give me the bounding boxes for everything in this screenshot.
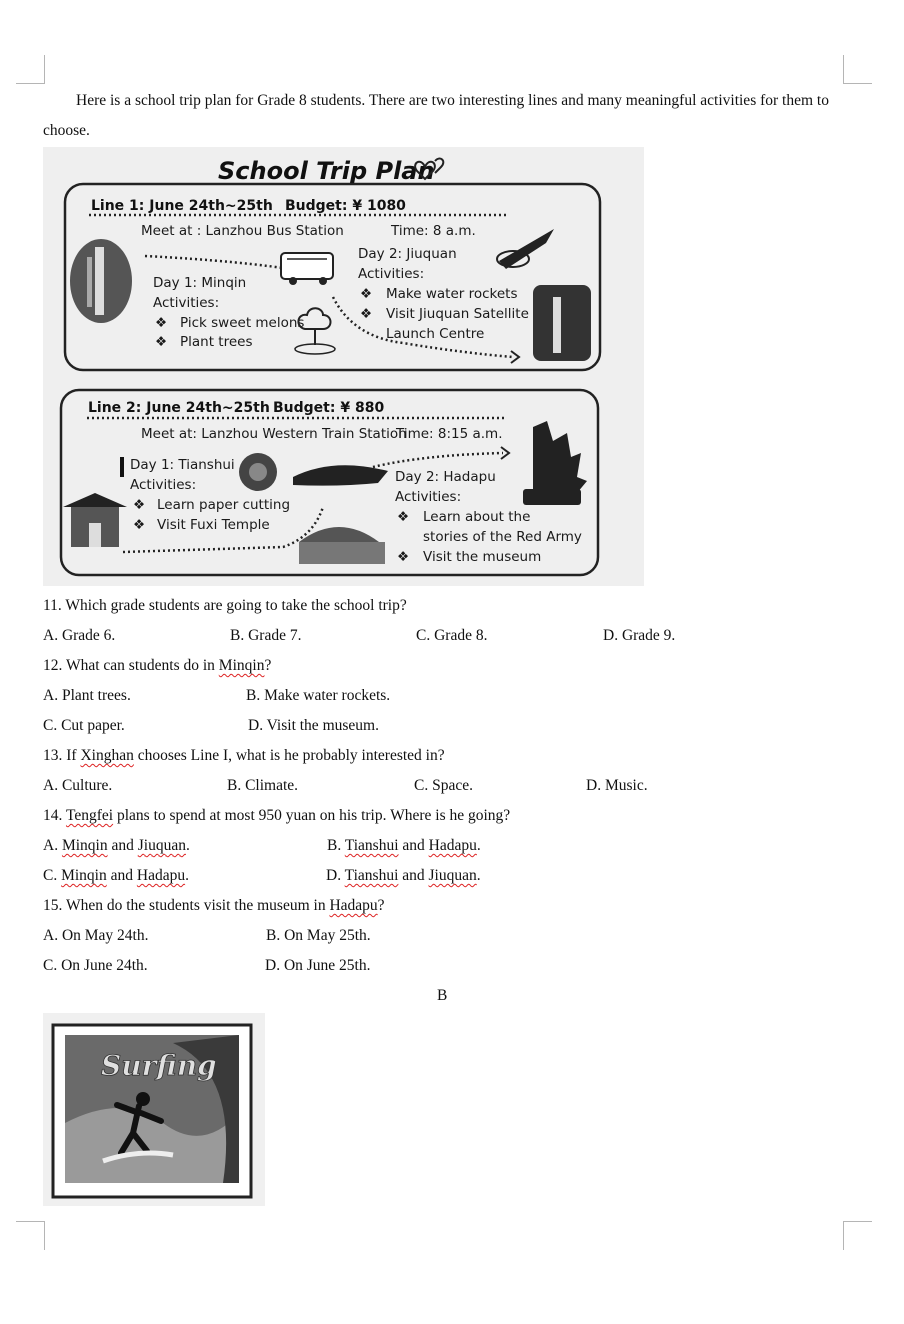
satellite-launch-photo [533, 285, 591, 361]
line2-day2-act2: Visit the museum [423, 549, 542, 565]
q14-option-a: A. Minqin and Jiuquan. [43, 837, 190, 854]
q11-option-b: B. Grade 7. [230, 627, 302, 644]
svg-text:❖: ❖ [397, 509, 410, 525]
page-corner-mark [843, 1221, 872, 1250]
q13-option-c: C. Space. [414, 777, 473, 794]
line1-day1-activities-label: Activities: [153, 295, 220, 311]
place-name: Minqin [218, 657, 265, 674]
line2-day1-act2: Visit Fuxi Temple [157, 517, 270, 533]
line1-day2: Day 2: Jiuquan [358, 246, 457, 262]
q14-option-d: D. Tianshui and Jiuquan. [326, 867, 481, 884]
q13-option-b: B. Climate. [227, 777, 299, 794]
q12-stem: 12. What can students do in Minqin? [43, 657, 272, 674]
q13-option-d: D. Music. [586, 777, 648, 794]
q15-option-b: B. On May 25th. [266, 927, 371, 944]
line2-day1-act1: Learn paper cutting [157, 497, 291, 513]
q15-option-c: C. On June 24th. [43, 957, 148, 974]
section-b-heading: B [437, 987, 448, 1004]
line2-day1: Day 1: Tianshui [130, 457, 235, 473]
museum-icon [299, 527, 385, 564]
line2-header: Line 2: June 24th~25th [88, 400, 270, 416]
bus-icon [281, 253, 333, 285]
paper-cutting-icon [239, 453, 277, 491]
page-corner-mark [16, 55, 45, 84]
q15-stem: 15. When do the students visit the museum in Hadapu? [43, 897, 385, 914]
q15-option-a: A. On May 24th. [43, 927, 149, 944]
line2-day2-activities-label: Activities: [395, 489, 462, 505]
q13-stem: 13. If Xinghan chooses Line I, what is he probably interested in? [43, 747, 445, 764]
place-name: Hadapu [329, 897, 378, 914]
q12-option-d: D. Visit the museum. [248, 717, 379, 734]
line2-meet: Meet at: Lanzhou Western Train Station [141, 426, 407, 442]
q13-option-a: A. Culture. [43, 777, 113, 794]
line1-time: Time: 8 a.m. [391, 223, 476, 239]
svg-text:❖: ❖ [397, 549, 410, 565]
line2-time: Time: 8:15 a.m. [396, 426, 503, 442]
svg-text:❖: ❖ [155, 334, 168, 350]
rocket-icon [497, 229, 554, 269]
q12-option-c: C. Cut paper. [43, 717, 125, 734]
intro-paragraph: Here is a school trip plan for Grade 8 students. There are two interesting lines and many meaningful activities for them to choose. [43, 92, 829, 139]
page-corner-mark [843, 55, 872, 84]
q14-option-c: C. Minqin and Hadapu. [43, 867, 189, 884]
tree-icon [295, 308, 335, 354]
line1-header: Line 1: June 24th~25th [91, 198, 273, 214]
line2-day1-activities-label: Activities: [130, 477, 197, 493]
plan-title: School Trip Plan [218, 157, 435, 185]
q15-option-d: D. On June 25th. [265, 957, 371, 974]
person-name: Tengfei [65, 807, 114, 824]
q11-option-d: D. Grade 9. [603, 627, 676, 644]
line1-day2-act1: Make water rockets [386, 286, 518, 302]
line2-budget: Budget: ¥ 880 [273, 400, 385, 416]
line1-day2-act2b: Launch Centre [386, 326, 485, 342]
svg-text:❖: ❖ [360, 306, 373, 322]
q12-option-b: B. Make water rockets. [246, 687, 391, 704]
line2-day2-act1b: stories of the Red Army [423, 529, 582, 545]
surfing-image [43, 1013, 265, 1206]
line1-day2-act2a: Visit Jiuquan Satellite [386, 306, 529, 322]
train-icon [293, 465, 388, 485]
svg-text:❖: ❖ [133, 497, 146, 513]
svg-text:❖: ❖ [155, 315, 168, 331]
svg-text:❖: ❖ [133, 517, 146, 533]
line2-day2-act1a: Learn about the [423, 509, 531, 525]
q11-option-c: C. Grade 8. [416, 627, 488, 644]
q14-stem: 14. Tengfei plans to spend at most 950 yuan on his trip. Where is he going? [43, 807, 511, 824]
monument-icon [523, 421, 587, 505]
line1-meet: Meet at : Lanzhou Bus Station [141, 223, 344, 239]
line2-day2: Day 2: Hadapu [395, 469, 496, 485]
page-corner-mark [16, 1221, 45, 1250]
school-trip-plan-image [43, 147, 644, 586]
line1-day1-act1: Pick sweet melons [180, 315, 305, 331]
q11-stem: 11. Which grade students are going to take the school trip? [43, 597, 407, 614]
q12-option-a: A. Plant trees. [43, 687, 131, 704]
temple-icon [63, 493, 127, 547]
line1-day1-act2: Plant trees [180, 334, 253, 350]
svg-text:❖: ❖ [360, 286, 373, 302]
rocket-launch-photo [70, 239, 132, 323]
line1-budget: Budget: ¥ 1080 [285, 198, 406, 214]
person-name: Xinghan [80, 747, 134, 764]
q11-option-a: A. Grade 6. [43, 627, 116, 644]
q14-option-b: B. Tianshui and Hadapu. [327, 837, 481, 854]
line1-day1: Day 1: Minqin [153, 275, 247, 291]
surf-caption: Surfing [101, 1049, 217, 1082]
line1-day2-activities-label: Activities: [358, 266, 425, 282]
